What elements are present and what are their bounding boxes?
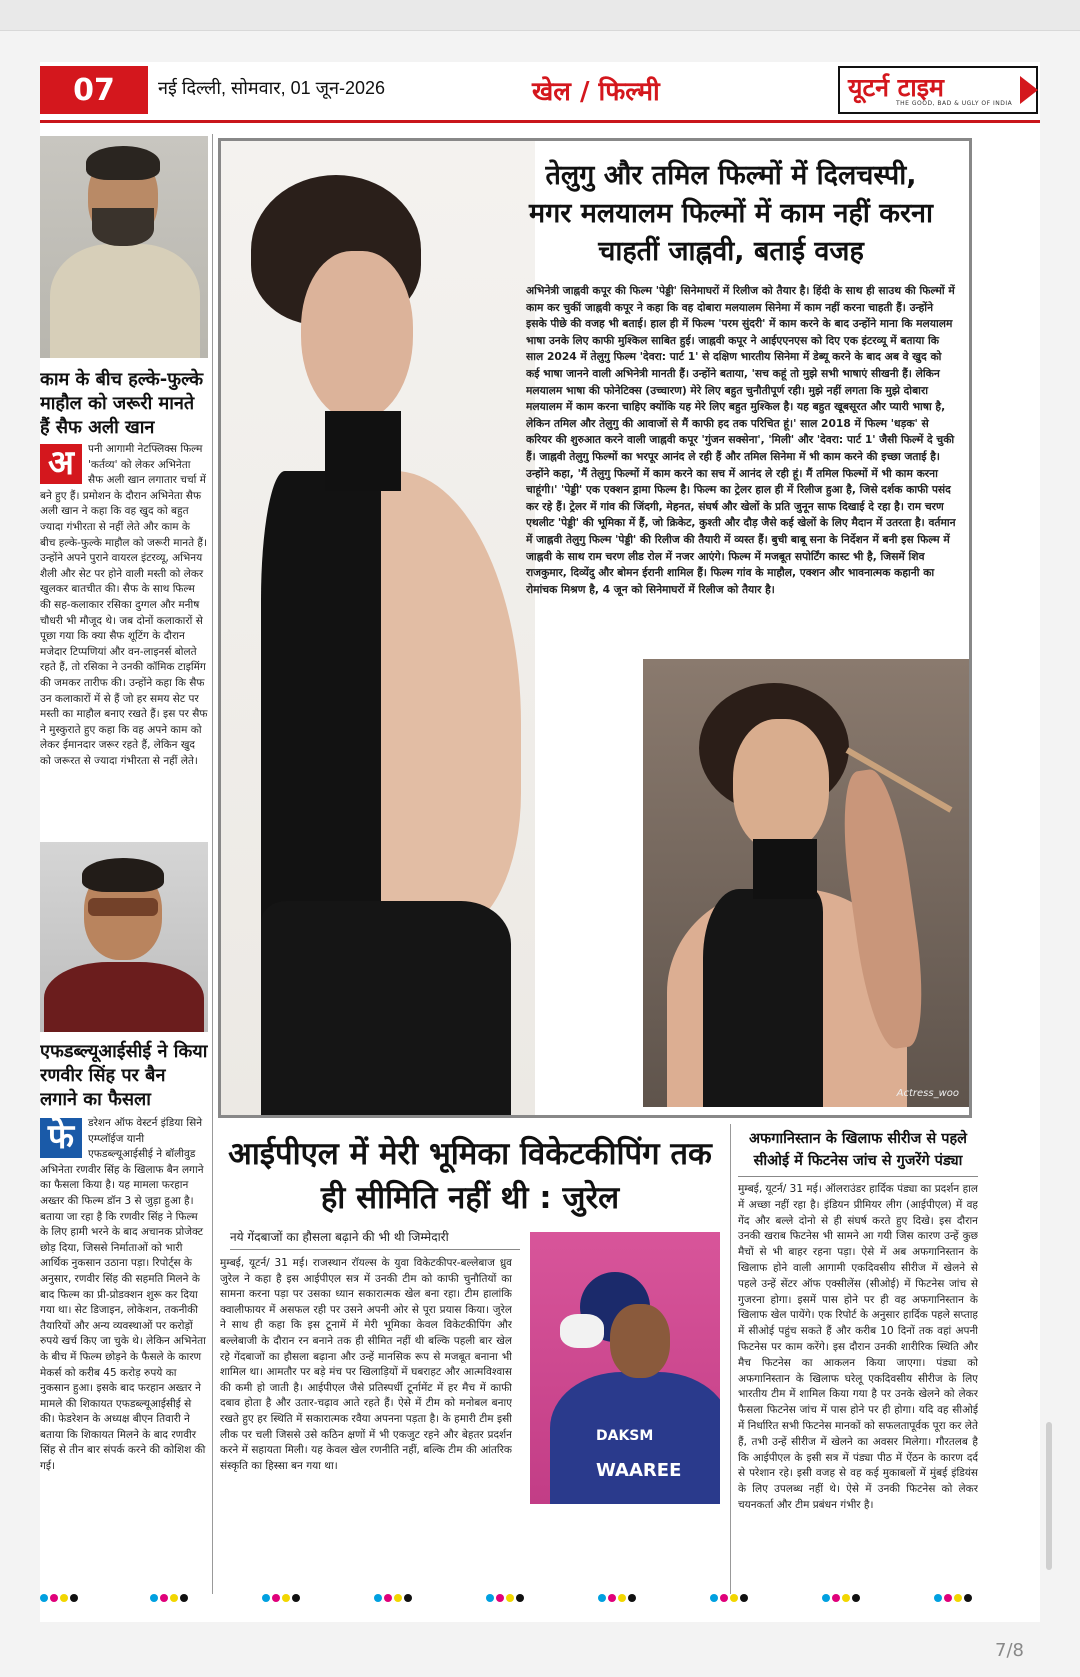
- left-story-1-body: [40, 442, 208, 842]
- feature-headline: तेलुगु और तमिल फिल्मों में दिलचस्पी, मगर मलयालम फिल्मों में काम नहीं करना चाहतीं जाह्नवी, बताई वजह: [528, 160, 934, 267]
- registration-dot-group: [710, 1594, 748, 1602]
- photo-shape: [301, 251, 413, 421]
- photo-shape: [86, 146, 160, 180]
- registration-dot: [50, 1594, 58, 1602]
- registration-dot: [384, 1594, 392, 1602]
- registration-dot-group: [150, 1594, 188, 1602]
- page-number: 07: [40, 66, 148, 114]
- photo-credit: Actress_woo: [896, 1088, 959, 1099]
- saif-ali-khan-photo: [40, 136, 208, 358]
- ranveer-singh-photo: [40, 842, 208, 1032]
- registration-dot-group: [40, 1594, 78, 1602]
- newspaper-page: [40, 62, 1040, 1622]
- left-story-2-headline: एफडब्ल्यूआईसीई ने किया रणवीर सिंह पर बैन लगाने का फैसला: [40, 1041, 208, 1110]
- photo-shape: [50, 244, 200, 358]
- registration-dot: [618, 1594, 626, 1602]
- sunglasses-shape: [88, 898, 158, 916]
- registration-dot: [944, 1594, 952, 1602]
- left-story-2-text: डरेशन ऑफ वेस्टर्न इंडिया सिने एम्प्लॉईज यानी एफडब्ल्यूआईसीई ने बॉलीवुड अभिनेता रणवीर सिंह के खिलाफ बैन लगाने का फैसला किया है। यह मामला फरहान अख्तर की फिल्म डॉन 3 से जुड़ा हुआ है। बताया जा रहा है कि रणवीर सिंह ने फिल्म के लिए हामी भरने के बाद अचानक प्रोजेक्ट छोड़ दिया, जिससे निर्माताओं को भारी आर्थिक नुकसान उठाना पड़ा। रिपोर्ट्स के अनुसार, रणवीर सिंह की सहमति मिलने के बाद फिल्म का प्री-प्रोडक्शन शुरू कर दिया गया था। सेट डिजाइन, लोकेशन, तकनीकी तैयारियों और अन्य व्यवस्थाओं पर करोड़ों रुपये खर्च किए जा चुके थे। लेकिन अभिनेता के बीच में फिल्म छोड़ने के फैसले के कारण मेकर्स को करीब 45 करोड़ रुपये का नुकसान हुआ। इसके बाद फरहान अख्तर ने मामले की शिकायत एफडब्ल्यूआईसीई से की। फेडरेशन के अध्यक्ष बीएन तिवारी ने बताया कि शिकायत मिलने के बाद रणवीर सिंह से तीन बार संपर्क करने की कोशिश की गई।: [40, 1117, 206, 1473]
- photo-shape: [733, 719, 829, 851]
- registration-dot: [740, 1594, 748, 1602]
- registration-marks: [40, 1594, 1040, 1608]
- registration-dot: [150, 1594, 158, 1602]
- registration-dot: [954, 1594, 962, 1602]
- registration-dot: [394, 1594, 402, 1602]
- registration-dot: [628, 1594, 636, 1602]
- right-story-headline: अफगानिस्तान के खिलाफ सीरीज से पहले सीओई में फिटनेस जांच से गुजरेंगे पंड्या: [738, 1128, 978, 1177]
- registration-dot-group: [262, 1594, 300, 1602]
- registration-dot: [40, 1594, 48, 1602]
- photo-shape: [261, 901, 511, 1115]
- dateline: नई दिल्ली, सोमवार, 01 जून-2026: [158, 78, 386, 98]
- registration-dot: [832, 1594, 840, 1602]
- photo-shape: [44, 962, 204, 1032]
- janhvi-kapoor-photo: [221, 141, 535, 1115]
- column-divider: [730, 1124, 731, 1594]
- registration-dot: [292, 1594, 300, 1602]
- registration-dot: [404, 1594, 412, 1602]
- registration-dot: [934, 1594, 942, 1602]
- left-story-1-headline: काम के बीच हल्के-फुल्के माहौल को जरूरी मानते हैं सैफ अली खान: [40, 369, 204, 438]
- registration-dot: [598, 1594, 606, 1602]
- janhvi-makeup-photo: [643, 659, 969, 1107]
- photo-shape: [610, 1304, 670, 1378]
- registration-dot: [608, 1594, 616, 1602]
- registration-dot: [720, 1594, 728, 1602]
- photo-shape: [82, 858, 164, 892]
- page-indicator: 7/8: [995, 1640, 1024, 1661]
- registration-dot: [374, 1594, 382, 1602]
- registration-dot: [730, 1594, 738, 1602]
- photo-shape: [703, 889, 823, 1107]
- registration-dot: [262, 1594, 270, 1602]
- dropcap: फे: [40, 1118, 82, 1158]
- scrollbar[interactable]: [1046, 1422, 1052, 1570]
- ipl-headline: आईपीएल में मेरी भूमिका विकेटकीपिंग तक ही सीमिति नहीं थी : जुरेल: [228, 1136, 712, 1216]
- masthead: [40, 62, 1040, 123]
- logo-text: यूटर्न टाइम: [848, 73, 944, 102]
- feature-body: अभिनेत्री जाह्नवी कपूर की फिल्म 'पेड्डी' सिनेमाघरों में रिलीज को तैयार है। हिंदी के साथ ही साउथ की फिल्मों में काम कर चुकीं जाह्नवी कपूर ने कहा कि वह दोबारा मलयालम सिनेमा में काम नहीं करना चाहती हैं। उन्होंने इसके पीछे की वजह भी बताई। हाल ही में फिल्म 'परम सुंदरी' में काम करने के बाद उन्होंने माना कि मलयालम भाषा उनके लिए काफी मुश्किल साबित हुई। जाह्नवी कपूर ने आईएएनएस को दिए एक इंटरव्यू में बताया कि साल 2024 में तेलुगु फिल्म 'देवरा: पार्ट 1' से दक्षिण भारतीय सिनेमा में डेब्यू करने के बाद अब वे खुद को कई भाषा जानने वाली अभिनेत्री मानती हैं। उन्होंने बताया, 'सच कहूं तो मुझे सभी भाषाएं सीखनी हैं। लेकिन मलयालम भाषा की फोनेटिक्स (उच्चारण) मेरे लिए बहुत चुनौतीपूर्ण रही। मुझे नहीं लगता कि मुझे दोबारा मलयालम में काम करना चाहिए क्योंकि यह मेरे लिए बहुत मुश्किल है। यह बहुत खूबसूरत और प्यारी भाषा है, लेकिन तमिल और तेलुगु की आवाजों से मैं काफी हद तक परिचित हूं।' साल 2018 में फिल्म 'धड़क' से करियर की शुरुआत करने वाली जाह्नवी कपूर 'गुंजन सक्सेना', 'मिली' और 'देवरा: पार्ट 1' जैसी फिल्में दे चुकी हैं। जाह्नवी तेलुगु फिल्मों का भरपूर आनंद ले रही हैं और तमिल सिनेमा में भी काम करने की इच्छा जताई है। उन्होंने कहा, 'मैं तेलुगु फिल्मों में काम करने का सच में आनंद ले रही हूं। मैं तमिल फिल्मों में भी काम करना चाहूंगी।' 'पेड्डी' एक एक्शन ड्रामा फिल्म है। फिल्म का ट्रेलर हाल ही में रिलीज हुआ है, जिसे दर्शक काफी पसंद कर रहे हैं। ट्रेलर में गांव की जिंदगी, मेहनत, संघर्ष और खेलों के प्रति जुनून साफ दिखाई दे रहा है। राम चरण एथलीट 'पेड्डी' की भूमिका में हैं, जो क्रिकेट, कुश्ती और दौड़ जैसे कई खेलों के लिए मैदान में उतरता है। वर्तमान में जाह्नवी तेलुगु फिल्म 'पेड्डी' की रिलीज की तैयारी में व्यस्त हैं। बुची बाबू सना के निर्देशन में बनी इस फिल्म में जाह्नवी के साथ राम चरण लीड रोल में नजर आएंगे। फिल्म में मजबूत सपोर्टिंग कास्ट भी है, जिसमें शिव राजकुमार, दिव्येंदु और बोमन ईरानी शामिल हैं। फिल्म गांव के माहौल, एक्शन और भावनात्मक कहानी का रोमांचक मिश्रण है, 4 जून को सिनेमाघरों में रिलीज को तैयार है।: [526, 284, 956, 596]
- jersey-text: DAKSM: [596, 1428, 654, 1444]
- registration-dot-group: [486, 1594, 524, 1602]
- ipl-body: मुम्बई, यूटर्न/ 31 मई। राजस्थान रॉयल्स के युवा विकेटकीपर-बल्लेबाज ध्रुव जुरेल ने कहा है इस आईपीएल सत्र में उनकी टीम को काफी चुनौतियों का सामना करना पड़ा पर उसका ध्यान सकारात्मक खेल बना रहा। टीम हालांकि क्वालीफायर में असफल रही पर उसने अपनी ओर से पूरा प्रयास किया। जुरेल ने साथ ही कहा कि इस टूनामें में मेरी भूमिका केवल विकेटकीपिंग और बल्लेबाजी के दौरान रन बनाने तक ही सीमित नहीं थी बल्कि पहली बार खेल रहे गेंदबाजों का हौसला बढ़ाना और उन्हें मानसिक रूप से मजबूत बनाना भी शामिल था। आमतौर पर बड़े मंच पर खिलाड़ियों में घबराहट और आत्मविश्वास की कमी हो जाती है। आईपीएल जैसे प्रतिस्पर्धी टूर्नामेंट में हर मैच में काफी दबाव होता है और उतार-चढ़ाव आते रहते हैं। ऐसे में टीम को मनोबल बनाए रखते हुए हर स्थिति में सकारात्मक रवैया अपनना पड़ता है। के हमारी टीम इसी लीक पर चली जिससे उसे कठिन क्षणों में भी एकजुट रहने और बेहतर प्रदर्शन करने में सहायता मिली। यह केवल खेल रणनीति नहीं, बल्कि टीम की आंतरिक संस्कृति का हिस्सा बन गया था।: [220, 1257, 512, 1472]
- jersey-text: WAAREE: [596, 1460, 682, 1481]
- registration-dot: [964, 1594, 972, 1602]
- photo-shape: [92, 208, 154, 246]
- registration-dot: [60, 1594, 68, 1602]
- feature-story-box: [218, 138, 972, 1118]
- glove-shape: [560, 1314, 604, 1348]
- logo-arrow-icon: [1020, 76, 1038, 104]
- section-title: खेल / फिल्मी: [532, 77, 660, 107]
- registration-dot: [822, 1594, 830, 1602]
- newspaper-logo: [838, 66, 1038, 114]
- registration-dot: [170, 1594, 178, 1602]
- dropcap: अ: [40, 444, 82, 484]
- registration-dot: [160, 1594, 168, 1602]
- left-story-2-body: [40, 1116, 208, 1596]
- right-story-body: मुम्बई, यूटर्न/ 31 मई। ऑलराउंडर हार्दिक पंड्या का प्रदर्शन हाल में अच्छा नहीं रहा है। इंडियन प्रीमियर लीग (आईपीएल) में वह गेंद और बल्ले दोनो से ही संघर्ष करते हुए दिखे। इस दौरान उनकी खराब फिटनेस भी सामने आ गयी जिस कारण उन्हें कुछ मैचों से भी बाहर रहना पड़ा। ऐसे में अब अफगानिस्तान के खिलाफ होने वाली आगामी एकदिवसीय सीरीज में खेलने से पहले उन्हें सेंटर ऑफ एक्सीलेंस (सीओई) में फिटनेस जांच से गुजरना होगा। इसमें पास होने पर ही वह अफगानिस्तान के खिलाफ खेल पायेंगे। एक रिपोर्ट के अनुसार हार्दिक पहले सप्ताह में सीओई पहुंच सकते हैं और करीब 10 दिनों तक वहां अपनी फिटनेस पर काम करेंगे। इस दौरान उनकी शारीरिक स्थिति और मैच फिटनेस का आकलन किया जाएगा। पंड्या को अफगानिस्तान के खिलाफ घरेलू एकदिवसीय सीरीज के लिए भारतीय टीम में शामिल किया गया है पर उनके खेलने को लेकर फैसला फिटनेस जांच में पास होने पर ही होगा। यदि वह सीओई में निर्धारित सभी फिटनेस मानकों को सफलतापूर्वक पूरा कर लेते हैं, तभी उन्हें सीरीज में खेलने का अवसर मिलेगा। गौरतलब है कि आईपीएल के इसी सत्र में पंड्या पीठ में ऐंठन के कारण दर्द से परेशान रहे। इसी वजह से वह कई मुकाबलों में मुंबई इंडियंस के लिए उपलब्ध नहीं थे। ऐसे में उनकी फिटनेस को लेकर चयनकर्ता और टीम प्रबंधन गंभीर है।: [738, 1183, 978, 1511]
- registration-dot-group: [822, 1594, 860, 1602]
- registration-dot: [282, 1594, 290, 1602]
- registration-dot: [710, 1594, 718, 1602]
- column-divider: [212, 134, 213, 1594]
- ipl-subhead: नये गेंदबाजों का हौसला बढ़ाने की भी थी जिम्मेदारी: [230, 1228, 520, 1250]
- registration-dot: [852, 1594, 860, 1602]
- photo-shape: [325, 411, 401, 491]
- registration-dot: [842, 1594, 850, 1602]
- registration-dot: [496, 1594, 504, 1602]
- left-story-1-text: पनी आगामी नेटफ्लिक्स फिल्म 'कर्तव्य' को लेकर अभिनेता सैफ अली खान लगातार चर्चा में बने हुए हैं। प्रमोशन के दौरान अभिनेता सैफ अली खान ने कहा कि वह खुद को बहुत ज्यादा गंभीरता से नहीं लेते और काम के बीच हल्के-फुल्के माहौल को जरूरी मानते हैं। उन्होंने अपने पुराने वायरल इंटरव्यू, अभिनय शैली और सेट पर होने वाली मस्ती को लेकर खुलकर बातचीत की। सैफ के साथ फिल्म की सह-कलाकार रसिका दुग्गल और मनीष चौधरी भी मौजूद थे। जब दोनों कलाकारों से पूछा गया कि क्या सैफ शूटिंग के दौरान मजेदार टिप्पणियां और वन-लाइनर्स बोलते रहते हैं, तो रसिका ने उनकी कॉमिक टाइमिंग की जमकर तारीफ की। उन्होंने कहा कि सैफ उन कलाकारों में से हैं जो हर समय सेट पर मस्ती का माहौल बनाए रखते हैं। इस पर सैफ ने मुस्कुराते हुए कहा कि वह अपने काम को लेकर ईमानदार जरूर रहते हैं, लेकिन खुद को जरूरत से ज्यादा गंभीरता से नहीं लेते।: [40, 443, 208, 767]
- registration-dot: [180, 1594, 188, 1602]
- registration-dot-group: [598, 1594, 636, 1602]
- registration-dot-group: [374, 1594, 412, 1602]
- registration-dot: [272, 1594, 280, 1602]
- registration-dot: [70, 1594, 78, 1602]
- browser-top-bar: [0, 0, 1080, 31]
- registration-dot: [516, 1594, 524, 1602]
- dhruv-jurel-photo: [530, 1232, 720, 1504]
- photo-shape: [753, 839, 817, 899]
- registration-dot: [486, 1594, 494, 1602]
- registration-dot-group: [934, 1594, 972, 1602]
- registration-dot: [506, 1594, 514, 1602]
- logo-tagline: THE GOOD, BAD & UGLY OF INDIA: [896, 100, 1013, 107]
